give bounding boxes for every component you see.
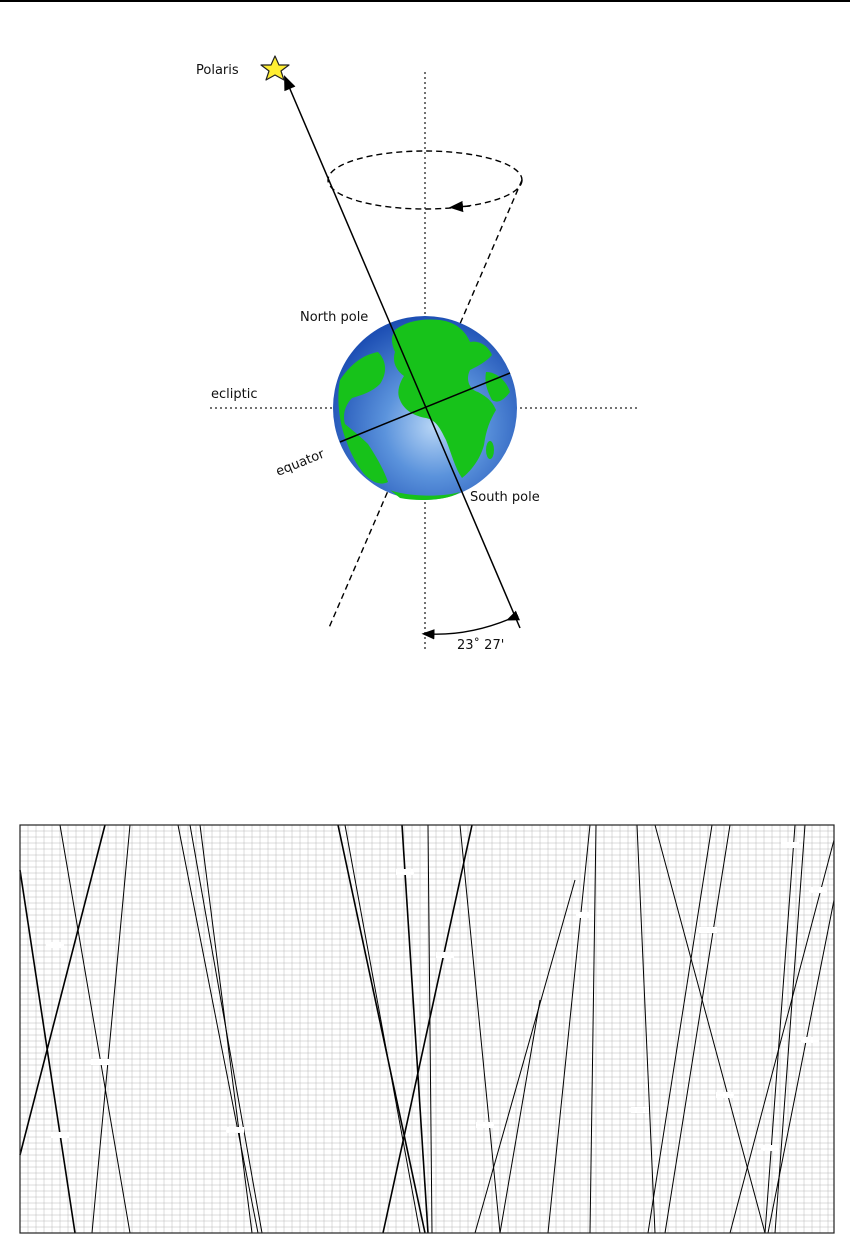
strip-blank-mark <box>396 869 414 875</box>
strip-blank-mark <box>576 912 594 918</box>
south-pole-label: South pole <box>470 490 540 505</box>
strip-diagonal-line <box>730 840 834 1233</box>
strip-blank-mark <box>801 1037 819 1043</box>
strip-blank-mark <box>46 942 64 948</box>
north-pole-label: North pole <box>300 310 369 325</box>
strip-blank-mark <box>476 1122 494 1128</box>
strip-blank-mark <box>436 952 454 958</box>
strip-blank-mark <box>631 1107 649 1113</box>
ecliptic-label: ecliptic <box>211 387 258 402</box>
strip-diagonal-line <box>768 900 834 1233</box>
equator-label: equator <box>273 446 327 480</box>
strip-blank-mark <box>226 1127 244 1133</box>
strip-blank-mark <box>91 1059 109 1065</box>
strip-blank-mark <box>699 927 717 933</box>
strip-blank-mark <box>51 1132 69 1138</box>
strip-blank-mark <box>809 887 827 893</box>
strip-blank-mark <box>781 842 799 848</box>
strip-blank-mark <box>761 1145 779 1151</box>
polaris-label: Polaris <box>196 63 239 78</box>
tilt-angle-label: 23˚ 27' <box>457 638 505 653</box>
strip-blank-mark <box>716 1092 734 1098</box>
